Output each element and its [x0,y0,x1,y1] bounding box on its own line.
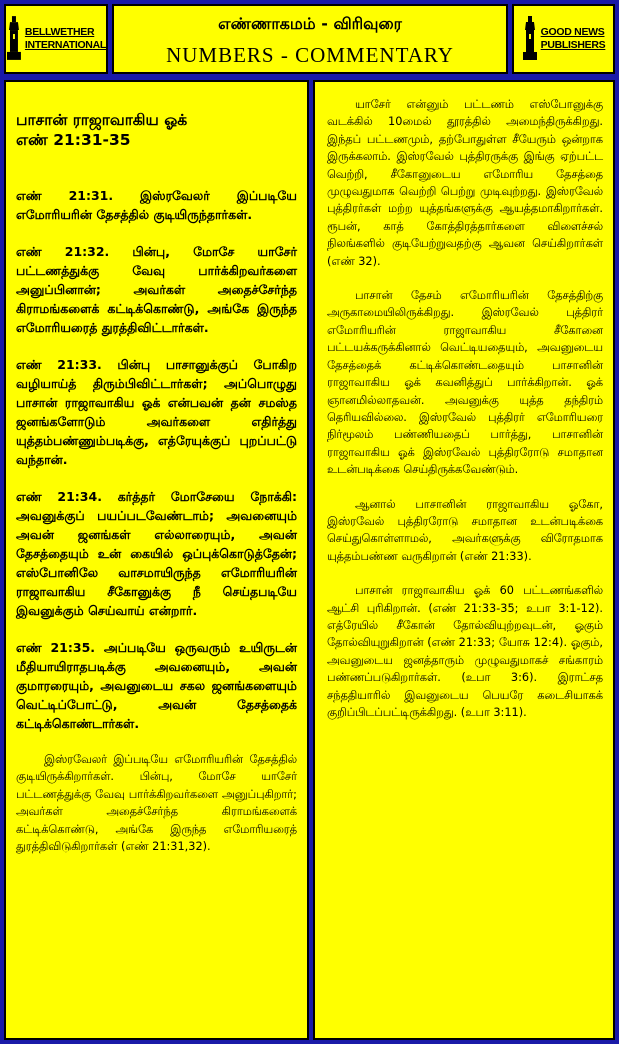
section-title-line1: பாசான் ராஜாவாகிய ஓக் [16,111,188,129]
publisher-logo-right [512,4,615,74]
left-column [4,80,309,1040]
title-tamil: எண்ணாகமம் - விரிவுரை [218,14,402,33]
publisher-logo-left [4,4,108,74]
good-news-tower-icon [522,14,538,64]
section-title-line2: எண் 21:31-35 [16,131,131,149]
verse-21-31: எண் 21:31. இஸ்ரவேலர் இப்படியே எமோரியரின் தேசத்தில் குடியிருந்தார்கள். [16,188,297,222]
commentary-paragraph: யாசேர் என்னும் பட்டணம் எஸ்போனுக்கு வடக்கில் 10மைல் தூரத்தில் அமைந்திருக்கிறது. இந்தப் பட்டணமும், தற்போதுள்ள சீயேரும் ஒன்றாக இருக்கலாம். இஸ்ரவேல் புத்திரருக்கு இங்கு ஏற்பட்ட வெற்றி, சீகோனுடைய எமோரிய தேசத்தை முழுவதுமாக வெற்றி பெற்று முடிவுற்றது. இஸ்ரவேல் புத்திரர்கள் மற்ற யுத்தங்களுக்கு ஆயத்தமாகிறார்கள். ரூபன், காத் கோத்திரத்தார்களை விளைச்சல் நிலங்களில் குடியேற்றுவதற்கு ஆவன செய்கிறார்கள் (எண் 32). [327,98,603,268]
commentary-paragraph: பாசான் ராஜாவாகிய ஓக் 60 பட்டணங்களில் ஆட்சி புரிகிறான். (எண் 21:33-35; உபா 3:1-12). எத்ரேயில் சீகோன் தோல்வியுற்றவுடன், ஓகும் தோல்வியுறுகிறான் (எண் 21:33; யோசு 12:4). ஓகும், அவனுடைய ஜனத்தாரும் முழுவதுமாகச் சங்காரம் பண்ணப்படுகிறார்கள். (உபா 3:6). இராட்சத சந்ததியாரில் இவனுடைய பெயரே கடைசியாகக் குறிப்பிடப்பட்டிருக்கிறது. (உபா 3:11). [327,584,603,719]
publisher-right-line1: GOOD NEWS [540,26,605,38]
commentary-paragraph: இஸ்ரவேலர் இப்படியே எமோரியரின் தேசத்தில் குடியிருக்கிறார்கள். பின்பு, மோசே யாசேர் பட்டணத்துக்கு வேவு பார்க்கிறவர்களை அனுப்புகிறார்; அவர்கள் அதைச்சேர்ந்த கிராமங்களைக் கட்டிக்கொண்டு, அங்கே இருந்த எமோரியரைத் துரத்திவிடுகிறார்கள் (எண் 21:31,32). [16,753,297,854]
verse-21-35: எண் 21:35. அப்படியே ஒருவரும் உயிருடன் மீதியாயிராதபடிக்கு அவனையும், அவன் குமாரரையும், அவனுடைய சகல ஜனங்களையும் வெட்டிப்போட்டு, அவன் தேசத்தைக் கட்டிக்கொண்டார்கள். [16,640,297,731]
title-english: NUMBERS - COMMENTARY [166,43,454,67]
page-title [112,4,508,74]
right-column [313,80,615,1040]
publisher-left-line2: INTERNATIONAL [24,39,106,51]
bellwether-tower-icon [6,14,22,64]
publisher-right-line2: PUBLISHERS [540,39,606,51]
verse-21-33: எண் 21:33. பின்பு பாசானுக்குப் போகிற வழியாய்த் திரும்பிவிட்டார்கள்; அப்பொழுது பாசான் ராஜாவாகிய ஓக் என்பவன் தன் சமஸ்த ஜனங்களோடும் அவர்களை எதிர்த்து யுத்தம்பண்ணும்படிக்கு, எத்ரேயுக்குப் புறப்பட்டு வந்தான். [16,357,297,467]
verse-21-32: எண் 21:32. பின்பு, மோசே யாசேர் பட்டணத்துக்கு வேவு பார்க்கிறவர்களை அனுப்பினான்; அவர்கள் அதைச்சேர்ந்த கிராமங்களைக் கட்டிக்கொண்டு, அங்கே இருந்த எமோரியரைத் துரத்திவிட்டார்கள். [16,244,297,335]
publisher-left-line1: BELLWETHER [24,26,95,38]
commentary-paragraph: ஆனால் பாசானின் ராஜாவாகிய ஓகோ, இஸ்ரவேல் புத்திரரோடு சமாதான உடன்படிக்கை செய்துகொள்ளாமல், அவர்களுக்கு விரோதமாக யுத்தம்பண்ண வருகிறான் (எண் 21:33). [327,497,603,563]
verse-21-34: எண் 21:34. கர்த்தர் மோசேயை நோக்கி: அவனுக்குப் பயப்படவேண்டாம்; அவனையும் அவன் ஜனங்கள் எல்லாரையும், அவன் தேசத்தையும் உன் கையில் ஒப்புக்கொடுத்தேன்; எஸ்போனிலே வாசமாயிருந்த எமோரியரின் ராஜாவாகிய சீகோனுக்கு நீ செய்தபடியே இவனுக்கும் செய்வாய் என்றார். [16,489,297,618]
section-heading [16,110,297,150]
commentary-paragraph: பாசான் தேசம் எமோரியரின் தேசத்திற்கு அருகாமையிலிருக்கிறது. இஸ்ரவேல் புத்திரர் எமோரியரின் ராஜாவாகிய சீகோனை பட்டயக்கருக்கினால் வெட்டியதையும், அவனுடைய தேசத்தைக் கட்டிக்கொண்டதையும் பாசானின் ராஜாவாகிய ஓக் கவனித்துப் பார்க்கிறான். ஓக் ஞானமில்லாதவன். அவனுக்கு யுத்த தந்திரம் தெரியவில்லை. இஸ்ரவேல் புத்திரர் எமோரியரை நிர்மூலம் பண்ணியதைப் பார்த்து, பாசானின் ராஜாவாகிய ஓக் இஸ்ரவேல் புத்திரரோடு சமாதான உடன்படிக்கை செய்திருக்கவேண்டும். [327,289,603,477]
